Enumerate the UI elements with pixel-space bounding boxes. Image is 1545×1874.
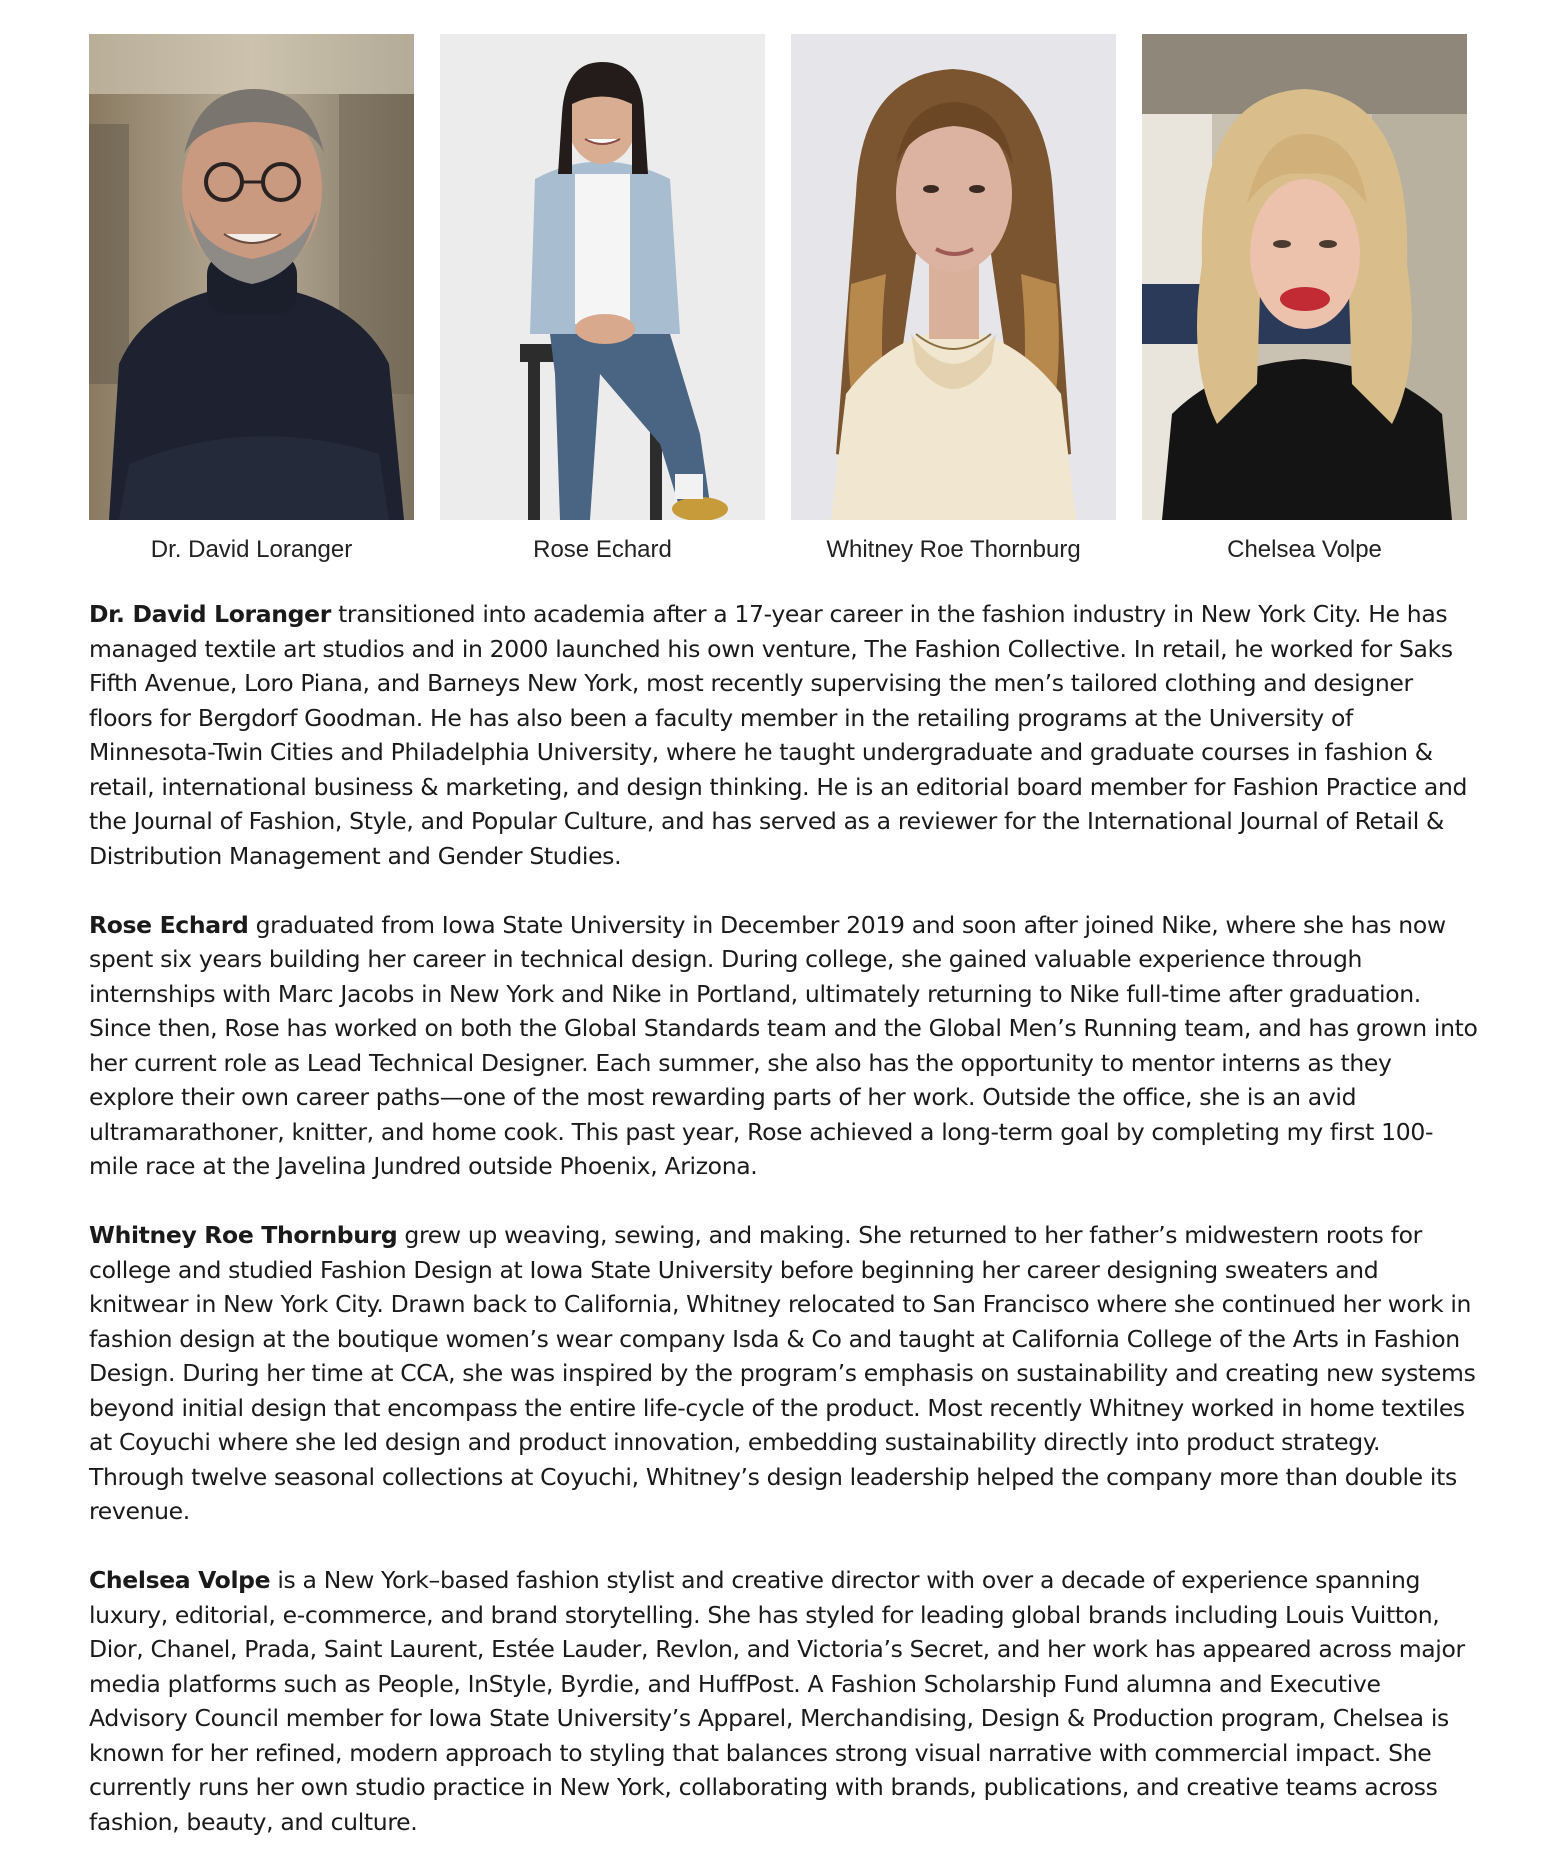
person-caption: Rose Echard: [533, 536, 672, 563]
portrait-photo: [89, 34, 414, 520]
bio-text: grew up weaving, sewing, and making. She returned to her father’s midwestern roots for college and studied Fashion Design at Iowa State University before beginning her career designing sweaters and knitwear in New York City. Drawn back to California, Whitney relocated to San Francisco where she continued her work in fashion design at the boutique women’s wear company Isda & Co and taught at California College of the Arts in Fashion Design. During her time at CCA, she was inspired by the program’s emphasis on sustainability and creating new systems beyond initial design that encompass the entire life-cycle of the product. Most recently Whitney worked in home textiles at Coyuchi where she led design and product innovation, embedding sustainability directly into product strategy. Through twelve seasonal collections at Coyuchi, Whitney’s design leadership helped the company more than double its revenue.: [89, 1221, 1476, 1525]
person-card: [791, 34, 1116, 564]
person-caption: Whitney Roe Thornburg: [826, 536, 1081, 563]
bio-text: graduated from Iowa State University in December 2019 and soon after joined Nike, where she has now spent six years building her career in technical design. During college, she gained valuable experience through internships with Marc Jacobs in New York and Nike in Portland, ultimately returning to Nike full-time after graduation. Since then, Rose has worked on both the Global Standards team and the Global Men’s Running team, and has grown into her current role as Lead Technical Designer. Each summer, she also has the opportunity to mentor interns as they explore their own career paths—one of the most rewarding parts of her work. Outside the office, she is an avid ultramarathoner, knitter, and home cook. This past year, Rose achieved a long-term goal by completing my first 100-mile race at the Javelina Jundred outside Phoenix, Arizona.: [89, 910, 1478, 1180]
bio-name: Chelsea Volpe: [89, 1566, 271, 1594]
bio-text: is a New York–based fashion stylist and creative director with over a decade of experience spanning luxury, editorial, e-commerce, and brand storytelling. She has styled for leading global brands including Louis Vuitton, Dior, Chanel, Prada, Saint Laurent, Estée Lauder, Revlon, and Victoria’s Secret, and her work has appeared across major media platforms such as People, InStyle, Byrdie, and HuffPost. A Fashion Scholarship Fund alumna and Executive Advisory Council member for Iowa State University’s Apparel, Merchandising, Design & Production program, Chelsea is known for her refined, modern approach to styling that balances strong visual narrative with commercial impact. She currently runs her own studio practice in New York, collaborating with brands, publications, and creative teams across fashion, beauty, and culture.: [89, 1566, 1465, 1836]
bio-text: transitioned into academia after a 17-year career in the fashion industry in New York City. He has managed textile art studios and in 2000 launched his own venture, The Fashion Collective. In retail, he worked for Saks Fifth Avenue, Loro Piana, and Barneys New York, most recently supervising the men’s tailored clothing and designer floors for Bergdorf Goodman. He has also been a faculty member in the retailing programs at the University of Minnesota-Twin Cities and Philadelphia University, where he taught undergraduate and graduate courses in fashion & retail, international business & marketing, and design thinking. He is an editorial board member for Fashion Practice and the Journal of Fashion, Style, and Popular Culture, and has served as a reviewer for the International Journal of Retail & Distribution Management and Gender Studies.: [89, 600, 1468, 870]
bio-name: Dr. David Loranger: [89, 600, 331, 628]
person-caption: Dr. David Loranger: [150, 536, 353, 563]
person-card: [89, 34, 414, 564]
portrait-photo: [791, 34, 1116, 520]
bio-paragraph: [89, 908, 1479, 1184]
person-card: [440, 34, 765, 564]
person-caption: Chelsea Volpe: [1227, 536, 1382, 563]
photo-row: [89, 34, 1467, 564]
bio-paragraph: [89, 1218, 1479, 1529]
bio-name: Whitney Roe Thornburg: [89, 1221, 398, 1249]
bios-section: [89, 597, 1479, 1874]
person-card: [1142, 34, 1467, 564]
portrait-photo: [1142, 34, 1467, 520]
bio-name: Rose Echard: [89, 910, 249, 939]
bio-paragraph: [89, 1563, 1479, 1839]
portrait-photo: [440, 34, 765, 520]
bio-paragraph: [89, 597, 1479, 873]
